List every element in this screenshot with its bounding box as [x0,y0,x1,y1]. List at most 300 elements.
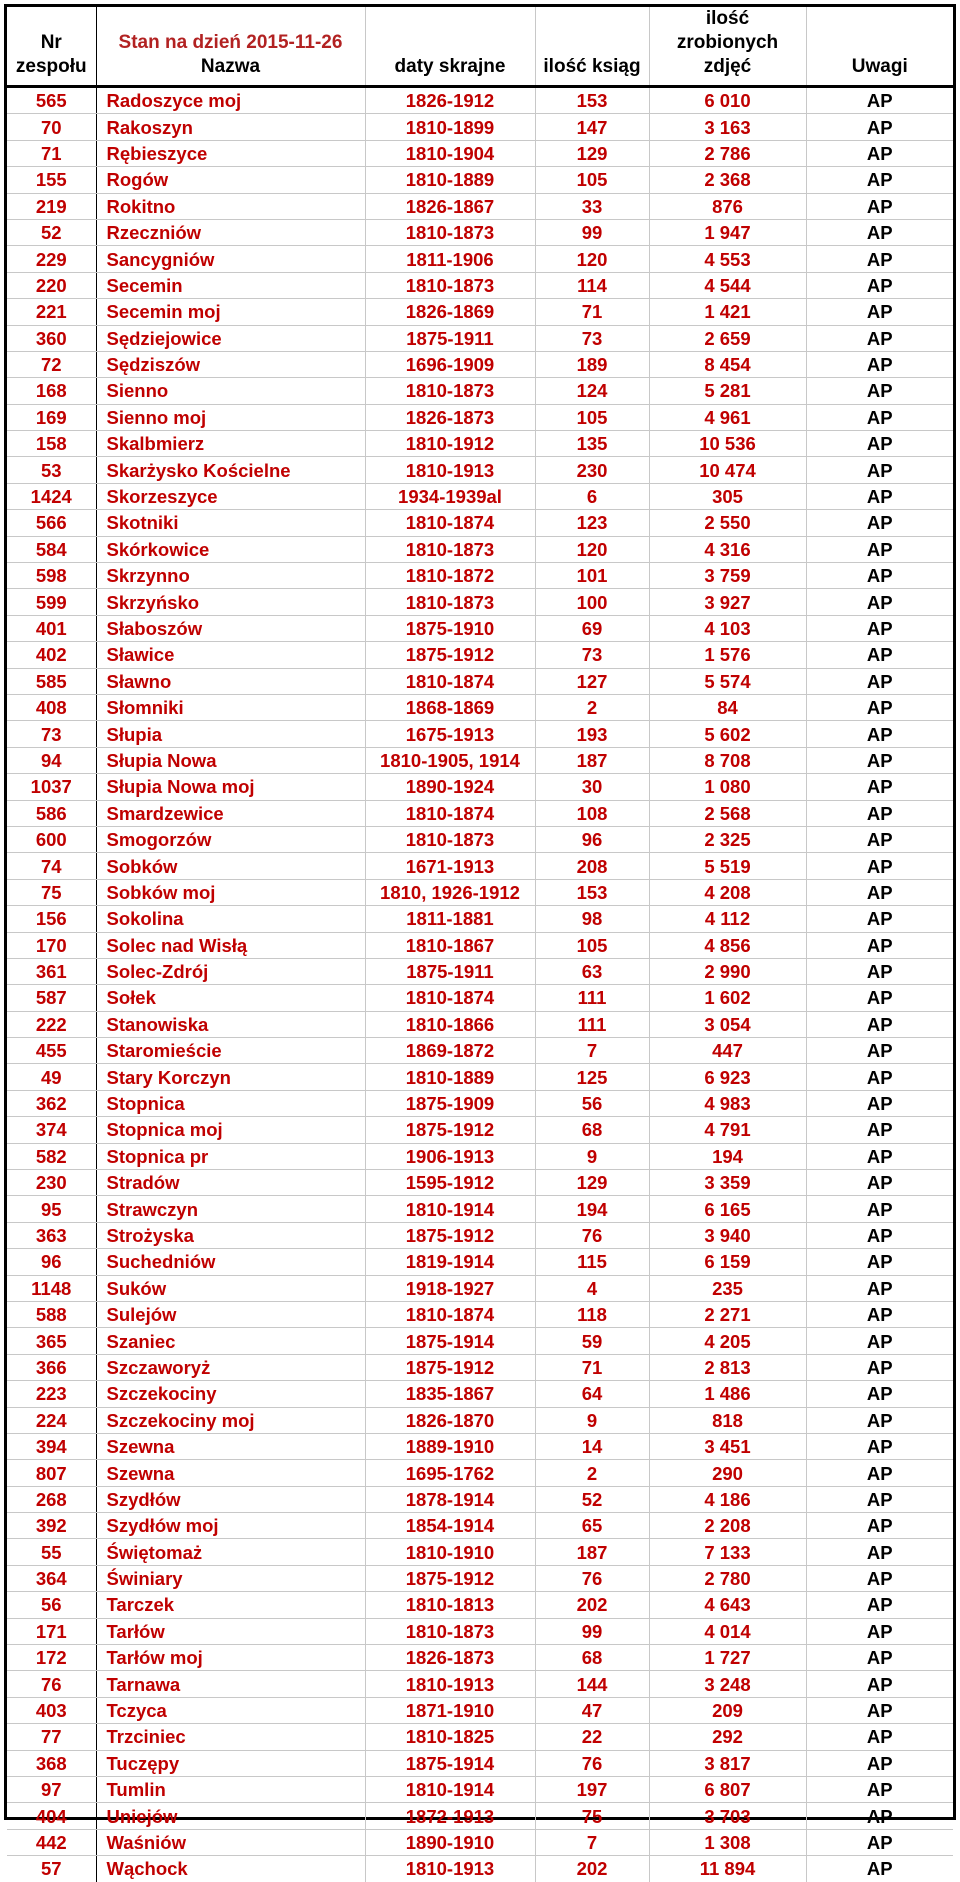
cell-dates: 1810-1889 [365,1064,535,1090]
table-row [7,1565,953,1591]
cell-books: 68 [535,1645,649,1671]
cell-photos: 4 791 [649,1117,806,1143]
cell-books: 71 [535,299,649,325]
table-row [7,246,953,272]
cell-name: Trzciniec [96,1724,365,1750]
cell-nr: 223 [7,1381,96,1407]
cell-dates: 1810-1874 [365,668,535,694]
cell-notes: AP [806,1671,953,1697]
cell-nr: 401 [7,615,96,641]
cell-dates: 1918-1927 [365,1275,535,1301]
cell-photos: 1 947 [649,219,806,245]
cell-name: Skarżysko Kościelne [96,457,365,483]
table-row [7,114,953,140]
table-row [7,615,953,641]
cell-books: 64 [535,1381,649,1407]
cell-notes: AP [806,167,953,193]
cell-name: Rogów [96,167,365,193]
cell-photos: 4 186 [649,1486,806,1512]
table-row [7,87,953,114]
cell-photos: 6 159 [649,1249,806,1275]
cell-photos: 3 759 [649,563,806,589]
cell-name: Szydłów [96,1486,365,1512]
cell-photos: 5 602 [649,721,806,747]
cell-dates: 1810, 1926-1912 [365,879,535,905]
cell-name: Słupia Nowa moj [96,774,365,800]
cell-name: Słomniki [96,694,365,720]
cell-name: Rębieszyce [96,140,365,166]
cell-books: 124 [535,378,649,404]
cell-dates: 1875-1912 [365,1565,535,1591]
cell-books: 7 [535,1829,649,1855]
cell-name: Tczyca [96,1697,365,1723]
cell-name: Rzeczniów [96,219,365,245]
cell-nr: 53 [7,457,96,483]
cell-nr: 364 [7,1565,96,1591]
cell-nr: 404 [7,1803,96,1829]
cell-name: Tuczępy [96,1750,365,1776]
cell-notes: AP [806,1486,953,1512]
cell-photos: 2 990 [649,958,806,984]
cell-notes: AP [806,932,953,958]
cell-notes: AP [806,1354,953,1380]
cell-nr: 587 [7,985,96,1011]
table-row [7,1407,953,1433]
table-row [7,325,953,351]
cell-name: Strożyska [96,1222,365,1248]
cell-books: 52 [535,1486,649,1512]
cell-nr: 229 [7,246,96,272]
cell-nr: 365 [7,1328,96,1354]
cell-photos: 818 [649,1407,806,1433]
cell-name: Skórkowice [96,536,365,562]
cell-notes: AP [806,1645,953,1671]
cell-dates: 1675-1913 [365,721,535,747]
cell-notes: AP [806,747,953,773]
cell-notes: AP [806,351,953,377]
cell-dates: 1810-1899 [365,114,535,140]
cell-photos: 4 014 [649,1618,806,1644]
cell-dates: 1878-1914 [365,1486,535,1512]
cell-photos: 10 536 [649,431,806,457]
cell-nr: 230 [7,1170,96,1196]
cell-books: 120 [535,246,649,272]
cell-nr: 224 [7,1407,96,1433]
cell-dates: 1875-1912 [365,1117,535,1143]
cell-nr: 77 [7,1724,96,1750]
cell-notes: AP [806,1381,953,1407]
table-row [7,167,953,193]
cell-name: Smogorzów [96,826,365,852]
cell-name: Szewna [96,1433,365,1459]
cell-nr: 368 [7,1750,96,1776]
cell-nr: 585 [7,668,96,694]
cell-notes: AP [806,404,953,430]
table-header [7,7,953,87]
cell-photos: 3 451 [649,1433,806,1459]
cell-name: Słaboszów [96,615,365,641]
table-row [7,457,953,483]
cell-dates: 1696-1909 [365,351,535,377]
table-row [7,1803,953,1829]
cell-books: 100 [535,589,649,615]
cell-books: 22 [535,1724,649,1750]
cell-books: 6 [535,483,649,509]
table-row [7,1011,953,1037]
cell-nr: 374 [7,1117,96,1143]
table-row [7,1697,953,1723]
table-row [7,272,953,298]
table-row [7,853,953,879]
cell-nr: 168 [7,378,96,404]
cell-dates: 1810-1912 [365,431,535,457]
cell-books: 30 [535,774,649,800]
table-row [7,668,953,694]
cell-dates: 1875-1910 [365,615,535,641]
cell-nr: 1037 [7,774,96,800]
cell-nr: 70 [7,114,96,140]
cell-dates: 1810-1904 [365,140,535,166]
cell-photos: 4 205 [649,1328,806,1354]
cell-name: Smardzewice [96,800,365,826]
cell-books: 114 [535,272,649,298]
cell-dates: 1810-1813 [365,1592,535,1618]
cell-notes: AP [806,1829,953,1855]
cell-photos: 2 271 [649,1301,806,1327]
cell-books: 230 [535,457,649,483]
cell-notes: AP [806,536,953,562]
cell-notes: AP [806,1592,953,1618]
cell-dates: 1872-1913 [365,1803,535,1829]
cell-name: Tarczek [96,1592,365,1618]
cell-books: 98 [535,906,649,932]
cell-notes: AP [806,668,953,694]
cell-notes: AP [806,140,953,166]
table-row [7,985,953,1011]
cell-name: Stradów [96,1170,365,1196]
cell-dates: 1810-1874 [365,800,535,826]
cell-photos: 1 727 [649,1645,806,1671]
cell-books: 68 [535,1117,649,1143]
cell-dates: 1875-1912 [365,1222,535,1248]
cell-notes: AP [806,694,953,720]
cell-name: Solec-Zdrój [96,958,365,984]
table-row [7,1460,953,1486]
table-row [7,958,953,984]
cell-photos: 3 940 [649,1222,806,1248]
cell-notes: AP [806,1433,953,1459]
cell-books: 56 [535,1090,649,1116]
cell-dates: 1810-1913 [365,1856,535,1882]
cell-name: Staromieście [96,1038,365,1064]
cell-notes: AP [806,721,953,747]
cell-dates: 1810-1873 [365,589,535,615]
cell-dates: 1826-1873 [365,404,535,430]
table-row [7,483,953,509]
cell-photos: 5 519 [649,853,806,879]
cell-name: Tarnawa [96,1671,365,1697]
cell-nr: 363 [7,1222,96,1248]
cell-books: 9 [535,1143,649,1169]
cell-notes: AP [806,642,953,668]
cell-nr: 361 [7,958,96,984]
header-nr-line1: Nr [40,32,62,53]
cell-dates: 1595-1912 [365,1170,535,1196]
cell-name: Stopnica [96,1090,365,1116]
cell-books: 153 [535,879,649,905]
cell-dates: 1810-1873 [365,1618,535,1644]
cell-dates: 1890-1910 [365,1829,535,1855]
cell-nr: 95 [7,1196,96,1222]
cell-notes: AP [806,510,953,536]
table-row [7,721,953,747]
cell-notes: AP [806,1750,953,1776]
cell-books: 202 [535,1592,649,1618]
cell-books: 127 [535,668,649,694]
cell-books: 187 [535,1539,649,1565]
table-row [7,1592,953,1618]
cell-dates: 1871-1910 [365,1697,535,1723]
cell-photos: 4 643 [649,1592,806,1618]
cell-books: 189 [535,351,649,377]
header-nr [7,7,96,87]
cell-dates: 1875-1911 [365,958,535,984]
cell-photos: 3 163 [649,114,806,140]
cell-photos: 1 421 [649,299,806,325]
cell-notes: AP [806,563,953,589]
table-row [7,1301,953,1327]
table-row [7,1170,953,1196]
header-dates: daty skrajne [365,7,535,87]
cell-nr: 408 [7,694,96,720]
cell-books: 111 [535,985,649,1011]
cell-dates: 1934-1939al [365,483,535,509]
cell-books: 7 [535,1038,649,1064]
table-row [7,1275,953,1301]
cell-name: Sienno [96,378,365,404]
cell-books: 14 [535,1433,649,1459]
cell-nr: 442 [7,1829,96,1855]
cell-notes: AP [806,219,953,245]
table-row [7,1222,953,1248]
cell-notes: AP [806,1090,953,1116]
cell-photos: 1 576 [649,642,806,668]
cell-photos: 6 923 [649,1064,806,1090]
cell-name: Stary Korczyn [96,1064,365,1090]
cell-name: Słupia Nowa [96,747,365,773]
cell-books: 76 [535,1750,649,1776]
cell-nr: 171 [7,1618,96,1644]
table-row [7,1750,953,1776]
header-photos [649,7,806,87]
table-row [7,1829,953,1855]
cell-name: Secemin moj [96,299,365,325]
cell-photos: 4 961 [649,404,806,430]
cell-photos: 876 [649,193,806,219]
cell-dates: 1810-1905, 1914 [365,747,535,773]
table-row [7,642,953,668]
cell-nr: 55 [7,1539,96,1565]
cell-name: Sulejów [96,1301,365,1327]
cell-nr: 97 [7,1777,96,1803]
table-row [7,563,953,589]
cell-dates: 1906-1913 [365,1143,535,1169]
cell-nr: 1424 [7,483,96,509]
table-row [7,1381,953,1407]
cell-dates: 1868-1869 [365,694,535,720]
header-notes: Uwagi [851,56,908,77]
cell-name: Stopnica moj [96,1117,365,1143]
cell-dates: 1826-1867 [365,193,535,219]
cell-photos: 209 [649,1697,806,1723]
cell-notes: AP [806,431,953,457]
cell-photos: 235 [649,1275,806,1301]
cell-notes: AP [806,615,953,641]
cell-dates: 1810-1910 [365,1539,535,1565]
cell-books: 123 [535,510,649,536]
cell-name: Suków [96,1275,365,1301]
cell-books: 187 [535,747,649,773]
cell-name: Szczekociny [96,1381,365,1407]
table-row [7,1090,953,1116]
cell-nr: 158 [7,431,96,457]
cell-name: Rakoszyn [96,114,365,140]
cell-photos: 4 208 [649,879,806,905]
table-row [7,1513,953,1539]
cell-nr: 582 [7,1143,96,1169]
cell-dates: 1889-1910 [365,1433,535,1459]
cell-name: Skotniki [96,510,365,536]
cell-name: Świniary [96,1565,365,1591]
cell-dates: 1875-1912 [365,1354,535,1380]
table-row [7,404,953,430]
cell-name: Radoszyce moj [96,87,365,114]
cell-photos: 1 486 [649,1381,806,1407]
cell-name: Szaniec [96,1328,365,1354]
table-row [7,536,953,562]
cell-books: 105 [535,404,649,430]
cell-notes: AP [806,1117,953,1143]
cell-dates: 1826-1912 [365,87,535,114]
cell-dates: 1826-1870 [365,1407,535,1433]
cell-photos: 11 894 [649,1856,806,1882]
cell-dates: 1875-1912 [365,642,535,668]
cell-books: 115 [535,1249,649,1275]
cell-photos: 292 [649,1724,806,1750]
cell-books: 75 [535,1803,649,1829]
cell-dates: 1811-1881 [365,906,535,932]
table-row [7,1486,953,1512]
cell-books: 153 [535,87,649,114]
cell-books: 129 [535,1170,649,1196]
cell-dates: 1695-1762 [365,1460,535,1486]
cell-name: Secemin [96,272,365,298]
cell-nr: 403 [7,1697,96,1723]
cell-notes: AP [806,1618,953,1644]
cell-photos: 6 807 [649,1777,806,1803]
cell-name: Sobków moj [96,879,365,905]
cell-photos: 1 080 [649,774,806,800]
table-row [7,1724,953,1750]
cell-dates: 1810-1889 [365,167,535,193]
cell-dates: 1826-1873 [365,1645,535,1671]
cell-notes: AP [806,299,953,325]
cell-books: 105 [535,167,649,193]
cell-books: 118 [535,1301,649,1327]
table-row [7,1249,953,1275]
cell-nr: 155 [7,167,96,193]
table-row [7,351,953,377]
table-row [7,299,953,325]
cell-photos: 5 574 [649,668,806,694]
cell-dates: 1875-1911 [365,325,535,351]
cell-dates: 1810-1825 [365,1724,535,1750]
cell-books: 135 [535,431,649,457]
cell-name: Wąchock [96,1856,365,1882]
cell-notes: AP [806,1249,953,1275]
table-row [7,1539,953,1565]
cell-books: 197 [535,1777,649,1803]
cell-photos: 2 325 [649,826,806,852]
cell-books: 69 [535,615,649,641]
cell-books: 71 [535,1354,649,1380]
table-row [7,510,953,536]
cell-photos: 4 983 [649,1090,806,1116]
cell-nr: 1148 [7,1275,96,1301]
cell-nr: 392 [7,1513,96,1539]
cell-photos: 194 [649,1143,806,1169]
table-row [7,932,953,958]
cell-name: Świętomaż [96,1539,365,1565]
spreadsheet-sheet [4,4,956,1880]
cell-name: Sławice [96,642,365,668]
cell-notes: AP [806,1143,953,1169]
table-row [7,589,953,615]
cell-notes: AP [806,1539,953,1565]
cell-photos: 8 708 [649,747,806,773]
cell-nr: 394 [7,1433,96,1459]
cell-dates: 1810-1914 [365,1777,535,1803]
cell-dates: 1810-1873 [365,219,535,245]
header-photos-line2: zrobionych [676,32,779,53]
cell-notes: AP [806,958,953,984]
cell-notes: AP [806,1565,953,1591]
cell-photos: 5 281 [649,378,806,404]
cell-photos: 2 786 [649,140,806,166]
cell-notes: AP [806,1064,953,1090]
cell-books: 194 [535,1196,649,1222]
cell-photos: 3 927 [649,589,806,615]
table-row [7,1671,953,1697]
table-row [7,378,953,404]
cell-dates: 1811-1906 [365,246,535,272]
cell-books: 73 [535,642,649,668]
cell-books: 193 [535,721,649,747]
cell-dates: 1810-1872 [365,563,535,589]
cell-notes: AP [806,246,953,272]
table-row [7,1856,953,1882]
cell-dates: 1810-1913 [365,457,535,483]
cell-nr: 402 [7,642,96,668]
cell-nr: 94 [7,747,96,773]
cell-notes: AP [806,1328,953,1354]
table-row [7,800,953,826]
cell-name: Skrzynno [96,563,365,589]
cell-books: 202 [535,1856,649,1882]
cell-dates: 1810-1873 [365,272,535,298]
cell-photos: 3 359 [649,1170,806,1196]
table-row [7,140,953,166]
